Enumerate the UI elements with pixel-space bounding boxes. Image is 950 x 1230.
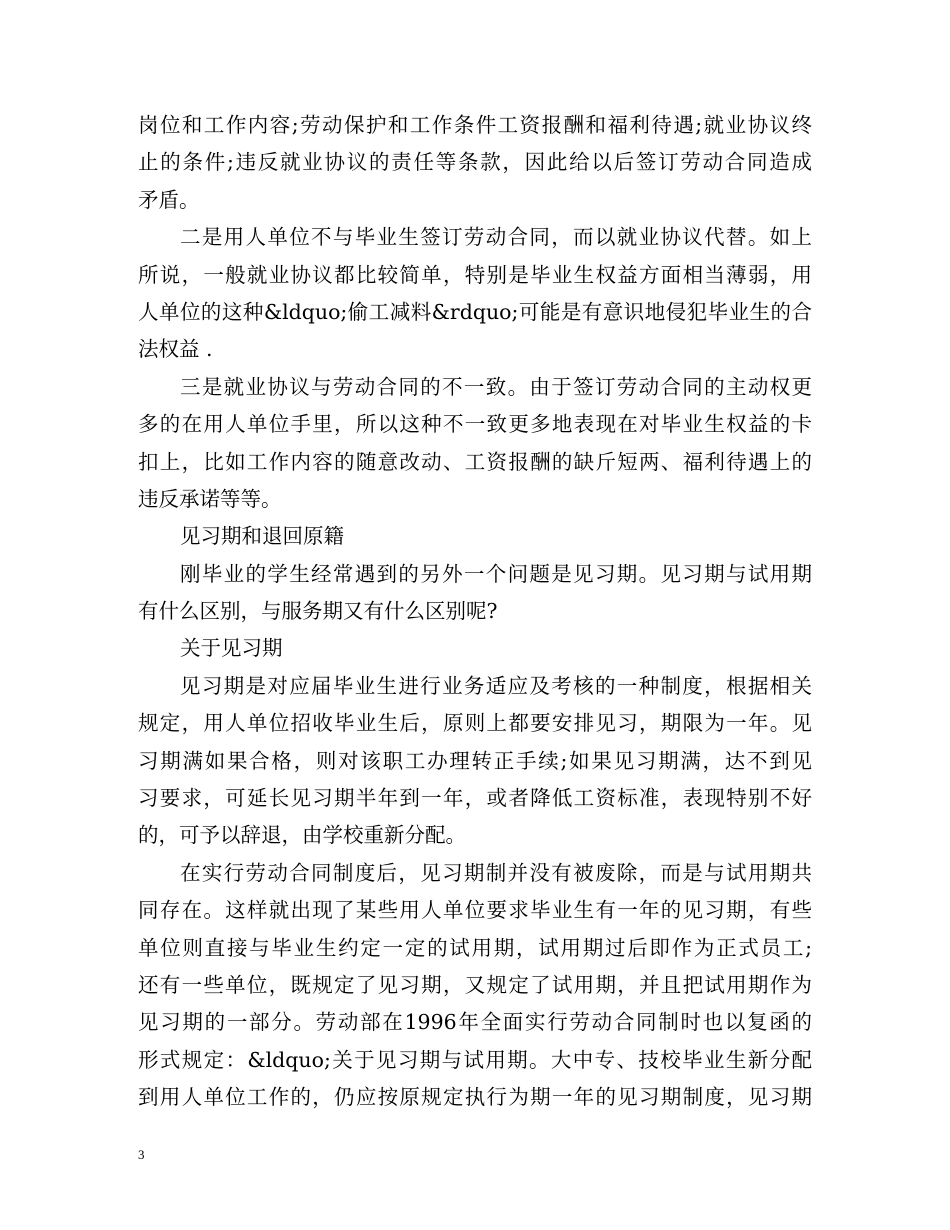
text-line: 三是就业协议与劳动合同的不一致。由于签订劳动合同的主动权更 [180, 374, 812, 399]
text-line: 人单位的这种&ldquo;偷工减料&rdquo;可能是有意识地侵犯毕业生的合 [138, 299, 812, 324]
text-line: 习期满如果合格，则对该职工办理转正手续;如果见习期满，达不到见 [138, 748, 812, 773]
text-line: 法权益 . [138, 337, 213, 362]
text-line: 的，可予以辞退，由学校重新分配。 [138, 823, 466, 848]
text-line: 违反承诺等等。 [138, 486, 282, 511]
text-line: 规定，用人单位招收毕业生后，原则上都要安排见习，期限为一年。见 [138, 711, 812, 736]
paragraph-point-two [138, 219, 812, 369]
text-line: 有什么区别，与服务期又有什么区别呢? [138, 599, 498, 624]
text-line: 多的在用人单位手里，所以这种不一致更多地表现在对毕业生权益的卡 [138, 412, 812, 437]
text-line: 矛盾。 [138, 187, 200, 212]
heading-about-probation [138, 630, 812, 667]
text-line: 单位则直接与毕业生约定一定的试用期，试用期过后即作为正式员工; [138, 935, 812, 960]
text-line: 形式规定：&ldquo;关于见习期与试用期。大中专、技校毕业生新分配 [138, 1047, 812, 1072]
text-line: 习要求，可延长见习期半年到一年，或者降低工资标准，表现特别不好 [138, 786, 812, 811]
text-line: 二是用人单位不与毕业生签订劳动合同，而以就业协议代替。如上 [180, 225, 812, 250]
text-line: 止的条件;违反就业协议的责任等条款，因此给以后签订劳动合同造成 [138, 150, 812, 175]
text-line: 岗位和工作内容;劳动保护和工作条件工资报酬和福利待遇;就业协议终 [138, 113, 812, 137]
section-heading: 见习期和退回原籍 [180, 524, 344, 549]
paragraph-probation-definition [138, 668, 812, 855]
text-line: 同存在。这样就出现了某些用人单位要求毕业生有一年的见习期，有些 [138, 898, 812, 923]
paragraph-point-three [138, 369, 812, 519]
paragraph-job-content [138, 107, 812, 219]
text-line: 还有一些单位，既规定了见习期，又规定了试用期，并且把试用期作为 [138, 972, 812, 997]
text-line: 见习期是对应届毕业生进行业务适应及考核的一种制度，根据相关 [180, 673, 812, 698]
section-heading: 关于见习期 [180, 636, 283, 661]
text-line: 扣上，比如工作内容的随意改动、工资报酬的缺斤短两、福利待遇上的 [138, 449, 812, 474]
heading-probation-and-return [138, 518, 812, 555]
paragraph-probation-question [138, 556, 812, 631]
text-line: 到用人单位工作的，仍应按原规定执行为期一年的见习期制度，见习期 [138, 1085, 812, 1110]
paragraph-labor-contract-system [138, 855, 812, 1117]
text-line: 所说，一般就业协议都比较简单，特别是毕业生权益方面相当薄弱，用 [138, 262, 812, 287]
text-line: 刚毕业的学生经常遇到的另外一个问题是见习期。见习期与试用期 [180, 561, 812, 586]
document-body [138, 107, 812, 1117]
text-line: 见习期的一部分。劳动部在1996年全面实行劳动合同制时也以复函的 [138, 1010, 812, 1035]
page-number: 3 [138, 1147, 145, 1162]
text-line: 在实行劳动合同制度后，见习期制并没有被废除，而是与试用期共 [180, 860, 812, 885]
